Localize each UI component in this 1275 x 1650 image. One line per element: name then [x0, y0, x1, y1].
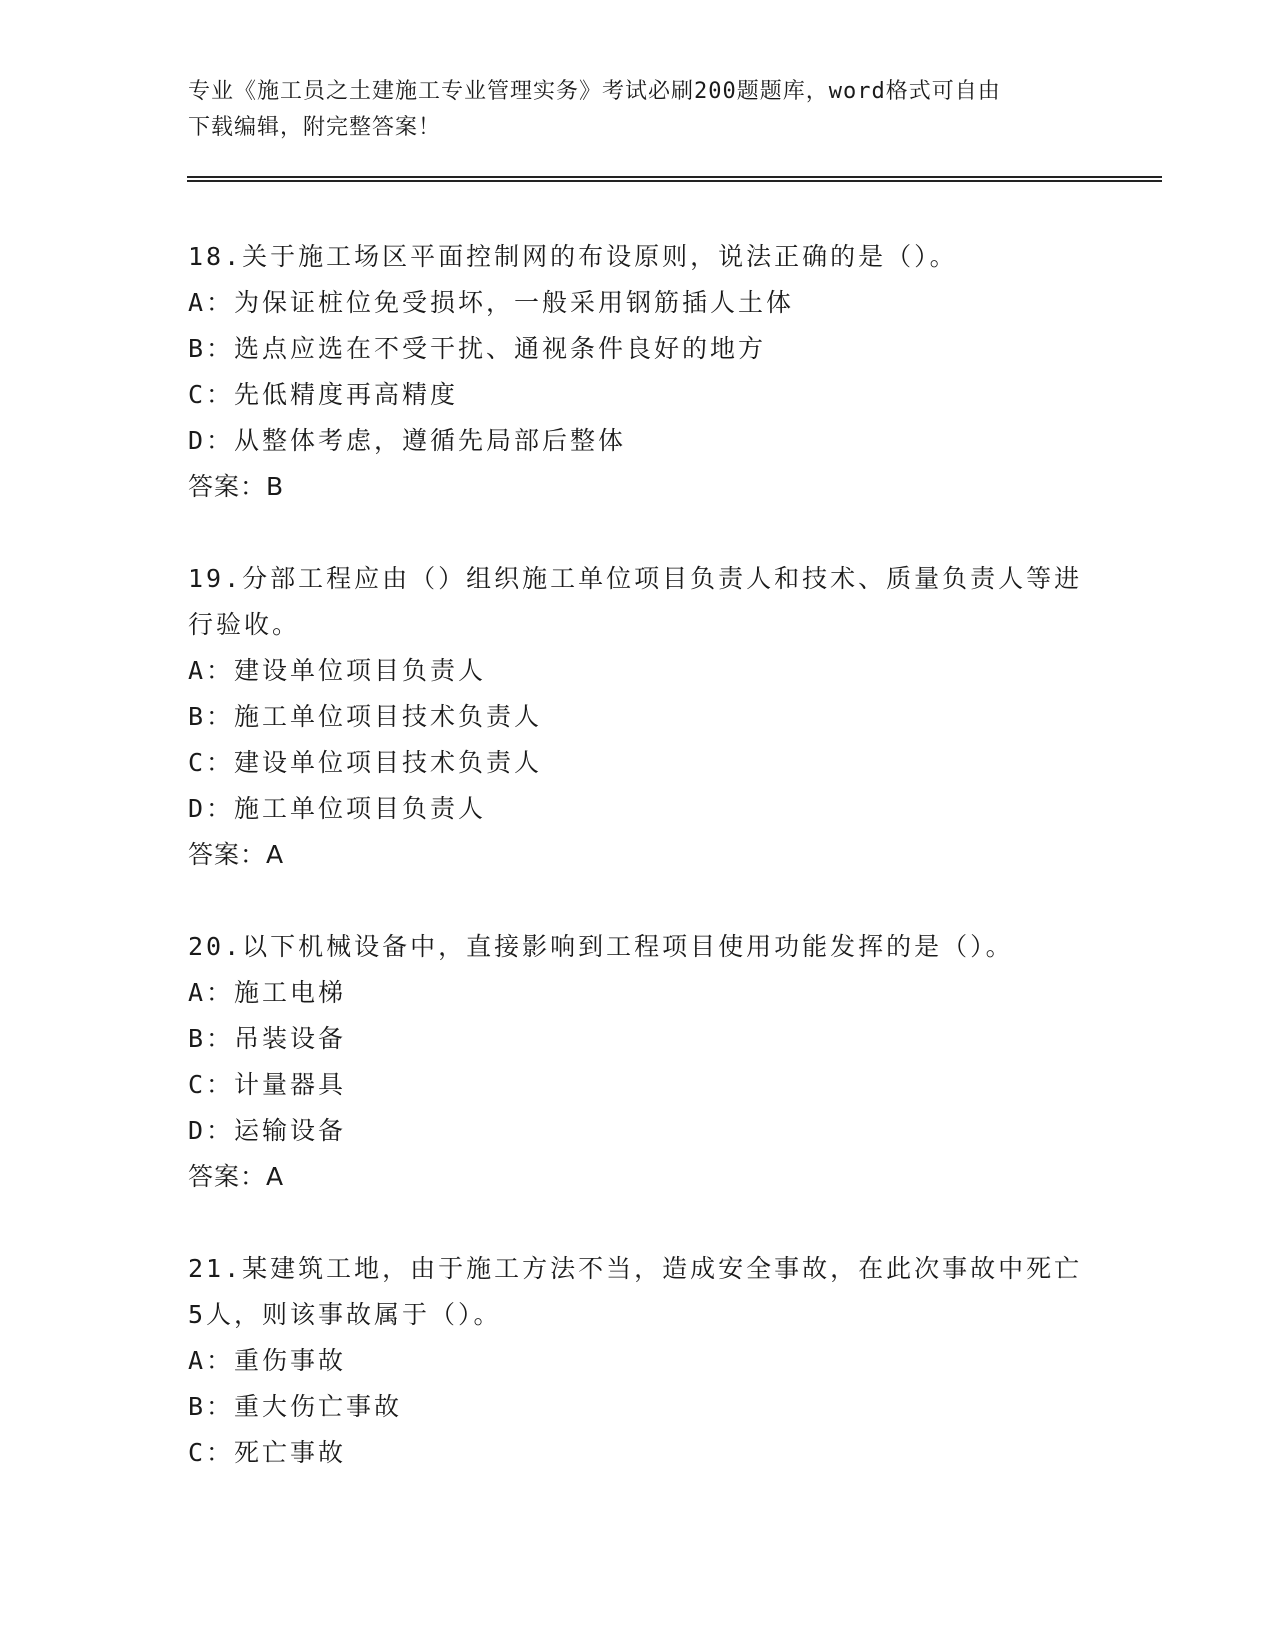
- option-b: B：重大伤亡事故: [188, 1392, 403, 1421]
- question-list: [188, 234, 1088, 1522]
- question-19: [188, 556, 1088, 878]
- answer-line: 答案：B: [188, 472, 285, 501]
- question-20: [188, 924, 1088, 1200]
- header-line-2: 下载编辑，附完整答案！: [188, 115, 442, 140]
- question-stem: 18.关于施工场区平面控制网的布设原则，说法正确的是（）。: [188, 242, 958, 271]
- option-a: A：为保证桩位免受损坏，一般采用钢筋插人土体: [188, 288, 795, 317]
- header-line-1: 专业《施工员之土建施工专业管理实务》考试必刷200题题库，word格式可自由: [188, 79, 1001, 104]
- option-d: D：施工单位项目负责人: [188, 794, 487, 823]
- option-b: B：选点应选在不受干扰、通视条件良好的地方: [188, 334, 767, 363]
- question-stem: 21.某建筑工地，由于施工方法不当，造成安全事故，在此次事故中死亡5人，则该事故属于（）。: [188, 1254, 1083, 1329]
- option-c: C：先低精度再高精度: [188, 380, 459, 409]
- option-c: C：死亡事故: [188, 1438, 347, 1467]
- option-b: B：吊装设备: [188, 1024, 347, 1053]
- option-a: A：施工电梯: [188, 978, 347, 1007]
- question-21: [188, 1246, 1088, 1476]
- option-a: A：建设单位项目负责人: [188, 656, 487, 685]
- option-d: D：从整体考虑，遵循先局部后整体: [188, 426, 627, 455]
- document-header: [188, 74, 1088, 146]
- option-c: C：计量器具: [188, 1070, 347, 1099]
- header-double-rule: [187, 176, 1162, 182]
- question-stem: 19.分部工程应由（）组织施工单位项目负责人和技术、质量负责人等进行验收。: [188, 564, 1083, 639]
- option-c: C：建设单位项目技术负责人: [188, 748, 543, 777]
- option-b: B：施工单位项目技术负责人: [188, 702, 543, 731]
- answer-line: 答案：A: [188, 1162, 285, 1191]
- option-a: A：重伤事故: [188, 1346, 347, 1375]
- answer-line: 答案：A: [188, 840, 285, 869]
- question-stem: 20.以下机械设备中，直接影响到工程项目使用功能发挥的是（）。: [188, 932, 1014, 961]
- option-d: D：运输设备: [188, 1116, 347, 1145]
- question-18: [188, 234, 1088, 510]
